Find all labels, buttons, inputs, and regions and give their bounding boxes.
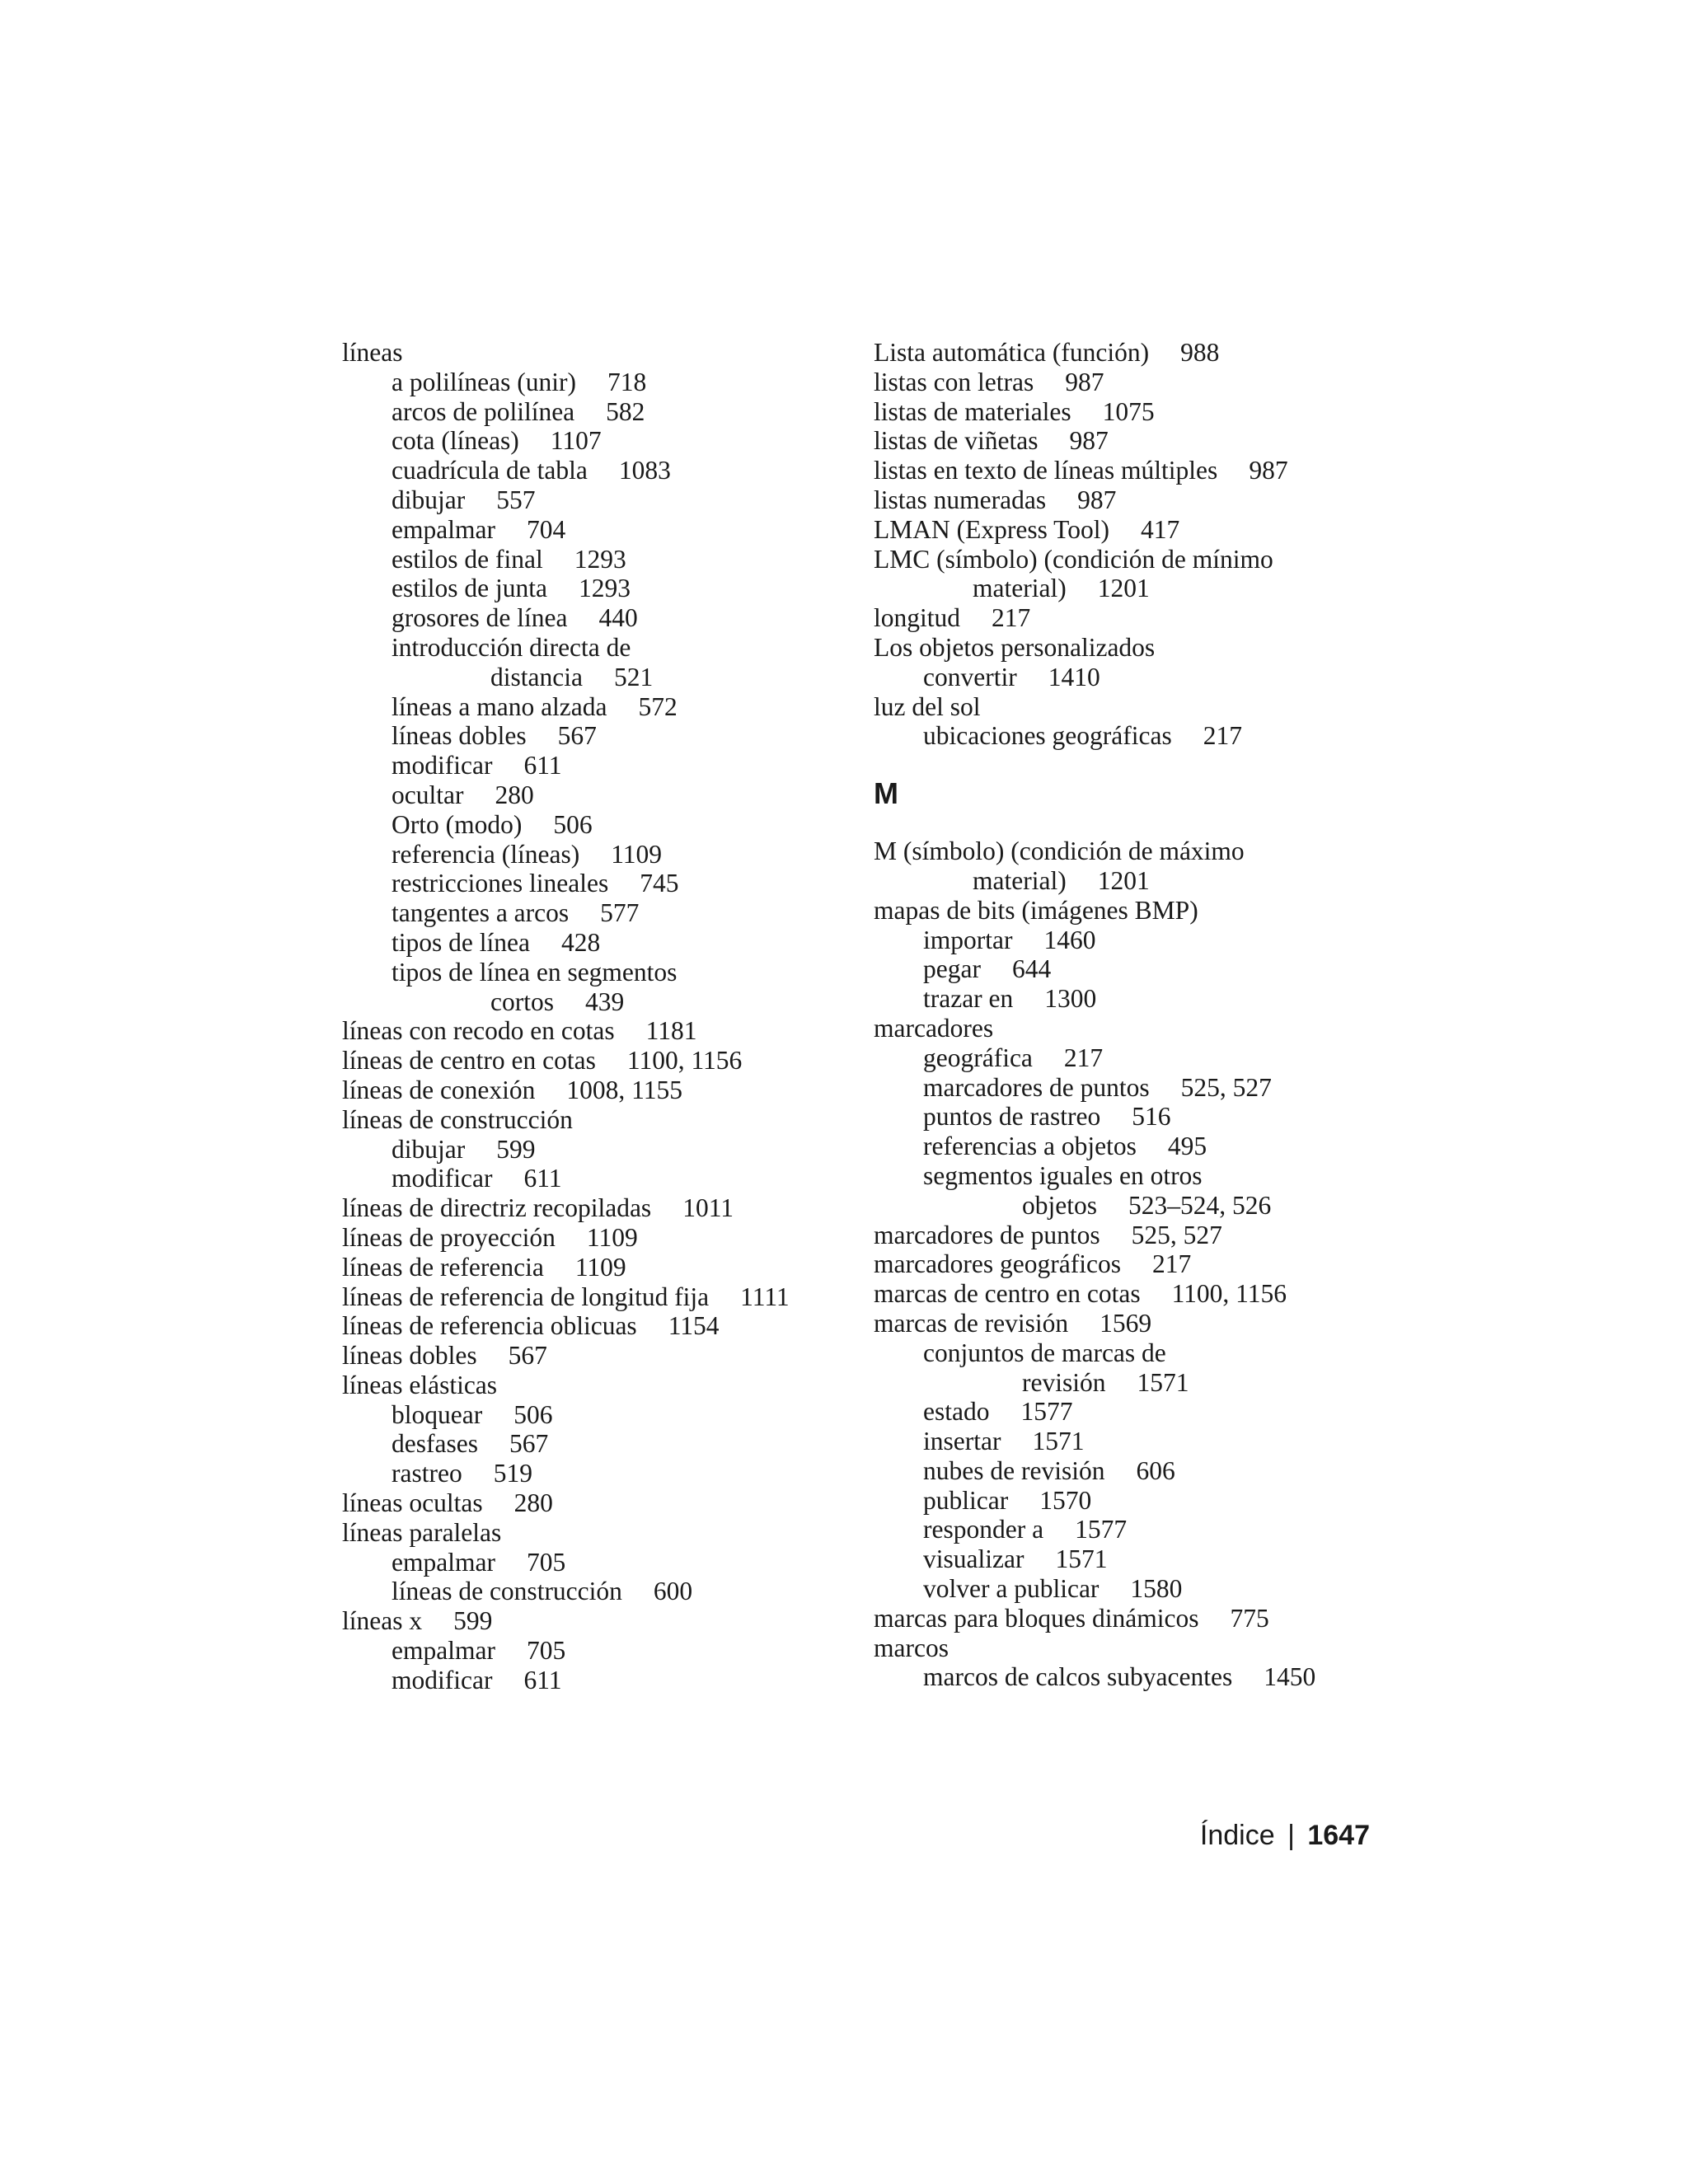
index-page-ref: 495 [1167,1132,1207,1161]
page-footer [1200,1820,1370,1852]
index-page-ref: 217 [1203,721,1242,751]
index-term: listas con letras [874,367,1034,396]
index-page-ref: 280 [513,1488,553,1518]
index-entry [342,721,837,751]
index-term: mapas de bits (imágenes BMP) [874,895,1198,925]
index-entry [342,958,837,987]
index-entry [342,456,837,485]
index-term: LMC (símbolo) (condición de mínimo [874,544,1273,574]
index-term: marcas para bloques dinámicos [874,1603,1199,1633]
index-term: referencias a objetos [923,1132,1137,1161]
index-page-ref: 775 [1230,1603,1269,1633]
index-term: a polilíneas (unir) [392,367,576,396]
index-entry [342,1666,837,1695]
index-term: líneas dobles [392,721,527,751]
index-entry [342,1164,837,1193]
index-entry [874,397,1385,427]
index-term: marcadores de puntos [923,1072,1150,1102]
index-page-ref: 1109 [574,1252,626,1282]
index-entry [874,1161,1385,1191]
index-page-ref: 1569 [1100,1308,1152,1338]
index-page-ref: 611 [523,751,562,780]
index-entry [874,721,1385,751]
index-term: estilos de final [392,544,543,574]
index-term: listas de viñetas [874,426,1039,456]
index-page-ref: 1100, 1156 [1171,1279,1287,1309]
index-page-ref: 1571 [1137,1367,1189,1397]
index-term: conjuntos de marcas de [923,1338,1166,1367]
index-term: rastreo [392,1459,462,1488]
index-entry [342,810,837,840]
index-page-ref: 1293 [578,574,631,603]
index-term: M (símbolo) (condición de máximo [874,837,1245,866]
index-entry [874,837,1385,866]
index-entry [874,1221,1385,1250]
index-entry [874,663,1385,692]
index-page-ref: 582 [606,396,645,426]
index-page-ref: 506 [513,1399,553,1429]
index-page-ref: 644 [1011,954,1052,984]
index-term: cortos [490,987,554,1016]
index-entry [342,426,837,456]
index-entry [874,1456,1385,1486]
index-page-ref: 1571 [1032,1427,1085,1456]
index-page-ref: 577 [600,898,640,928]
index-entry [342,1223,837,1253]
index-term: nubes de revisión [923,1455,1105,1485]
index-page-ref: 217 [1151,1249,1192,1279]
index-term: pegar [923,954,981,984]
index-entry [342,1488,837,1518]
index-entry [874,1279,1385,1309]
index-term: líneas de directriz recopiladas [342,1193,652,1223]
index-entry [342,1606,837,1636]
index-term: marcos de calcos subyacentes [923,1662,1233,1692]
index-page-ref: 606 [1136,1455,1175,1485]
index-entry [874,954,1385,984]
index-entry [874,692,1385,722]
index-page-ref: 1450 [1264,1662,1316,1692]
index-term: insertar [923,1427,1001,1456]
index-entry [342,633,837,663]
index-entry [342,1076,837,1105]
index-term: líneas de construcción [392,1577,622,1606]
index-entry [874,896,1385,926]
index-page-ref: 572 [638,691,678,721]
index-entry [874,1132,1385,1161]
index-term: listas de materiales [874,396,1071,426]
index-term: marcadores de puntos [874,1220,1100,1249]
index-entry [342,338,837,368]
index-term: modificar [392,1665,493,1694]
index-page-ref: 1154 [668,1311,720,1341]
index-term: líneas de conexión [342,1075,536,1104]
index-entry [342,1371,837,1400]
index-entry [342,1636,837,1666]
index-entry [342,751,837,780]
index-entry [342,1046,837,1076]
index-page-ref: 1107 [550,426,602,456]
index-term: empalmar [392,514,495,544]
index-page-ref: 599 [453,1606,493,1636]
index-page-ref: 1580 [1130,1574,1183,1604]
index-page-ref: 428 [560,927,601,957]
index-term: volver a publicar [923,1574,1100,1604]
index-page-ref: 1410 [1048,662,1100,691]
index-page-ref: 1109 [611,839,663,869]
index-page-ref: 567 [557,721,597,751]
index-entry [874,1338,1385,1368]
index-entry [874,1662,1385,1692]
index-entry [874,1544,1385,1574]
index-page-ref: 611 [523,1665,562,1694]
index-entry [874,603,1385,633]
index-page-ref: 506 [553,809,593,839]
index-page-ref: 987 [1249,456,1288,485]
index-entry [342,1429,837,1459]
index-entry [874,1397,1385,1427]
index-entry [874,338,1385,368]
index-entry [342,1105,837,1135]
index-term: dibujar [392,1134,466,1164]
index-page-ref: 705 [526,1636,566,1666]
index-entry [342,545,837,574]
index-page-ref: 1201 [1097,574,1150,603]
index-entry [874,1368,1385,1398]
index-entry [342,1253,837,1282]
index-term: líneas a mano alzada [392,691,607,721]
index-entry [342,1518,837,1548]
index-term: líneas dobles [342,1341,477,1371]
index-entry [342,574,837,603]
index-term: líneas de centro en cotas [342,1046,596,1076]
index-entry [874,426,1385,456]
index-page-ref: 217 [1063,1043,1104,1072]
index-entry [342,485,837,515]
index-page-ref: 1109 [586,1222,638,1252]
index-entry [342,1135,837,1165]
index-entry [342,603,837,633]
index-entry [874,1309,1385,1338]
index-term: líneas [342,338,403,367]
index-term: puntos de rastreo [923,1102,1101,1132]
index-page-ref: 521 [613,662,654,691]
index-page-ref: 439 [584,987,625,1016]
index-page-ref: 1083 [618,456,671,485]
index-entry [874,1014,1385,1043]
index-term: marcadores [874,1013,994,1043]
index-page-ref: 600 [653,1577,693,1606]
index-entry [342,780,837,810]
index-entry [874,866,1385,896]
index-term: segmentos iguales en otros [923,1160,1203,1190]
index-entry [874,574,1385,603]
index-page-ref: 987 [1069,426,1109,456]
index-term: líneas de proyección [342,1222,556,1252]
index-term: líneas de referencia [342,1252,544,1282]
index-term: marcadores geográficos [874,1249,1121,1279]
index-term: marcas de centro en cotas [874,1279,1141,1309]
section-letter-heading: M [874,776,898,811]
index-term: luz del sol [874,691,981,721]
index-entry [342,1282,837,1312]
index-term: restricciones lineales [392,869,609,898]
index-entry [874,515,1385,545]
index-term: visualizar [923,1544,1025,1574]
index-entry [342,928,837,958]
index-entry [874,485,1385,515]
index-term: listas en texto de líneas múltiples [874,456,1218,485]
index-term: empalmar [392,1547,495,1577]
index-page-ref: 557 [496,485,536,514]
index-group-m [874,837,1385,1692]
index-page-ref: 1100, 1156 [626,1046,743,1076]
index-term: líneas de construcción [342,1104,573,1134]
index-term: publicar [923,1485,1009,1515]
index-page-ref: 718 [607,367,647,396]
index-page-ref: 1577 [1075,1515,1128,1544]
index-term: modificar [392,1164,493,1193]
index-entry [874,1249,1385,1279]
index-term: material) [973,574,1067,603]
index-term: modificar [392,751,493,780]
index-page-ref: 567 [509,1429,549,1459]
index-term: introducción directa de [392,632,631,662]
footer-label: Índice [1199,1820,1275,1851]
index-page-ref: 1460 [1043,925,1096,954]
index-entry [874,456,1385,485]
index-entry [874,1073,1385,1103]
index-page-ref: 1570 [1039,1485,1092,1515]
index-page-ref: 1008, 1155 [566,1075,683,1104]
index-page-ref: 1181 [645,1016,697,1046]
index-page-ref: 987 [1077,485,1117,514]
index-page-ref: 1075 [1102,396,1155,426]
index-entry [874,926,1385,955]
index-page-ref: 525, 527 [1131,1220,1222,1249]
index-term: cuadrícula de tabla [392,456,588,485]
index-column-right [874,338,1385,1692]
index-entry [874,1191,1385,1221]
index-entry [874,984,1385,1014]
index-page-ref: 567 [508,1341,547,1371]
index-term: líneas de referencia oblicuas [342,1311,637,1341]
index-page-ref: 988 [1180,338,1220,367]
index-page-ref: 704 [526,514,566,544]
page-number: 1647 [1307,1820,1370,1851]
index-term: estado [923,1397,990,1427]
index-entry [342,692,837,722]
index-term: líneas de referencia de longitud fija [342,1282,710,1311]
index-term: líneas paralelas [342,1517,502,1547]
index-page-ref: 611 [523,1164,562,1193]
index-term: líneas ocultas [342,1488,483,1518]
index-page-ref: 1293 [574,544,626,574]
index-entry [342,368,837,397]
index-term: marcas de revisión [874,1308,1069,1338]
index-page-ref: 516 [1132,1102,1171,1132]
index-entry [874,1102,1385,1132]
index-term: revisión [1022,1367,1106,1397]
index-page-ref: 1571 [1055,1544,1108,1574]
index-entry [874,633,1385,663]
index-entry [342,987,837,1017]
index-term: Los objetos personalizados [874,632,1156,662]
index-term: empalmar [392,1636,495,1666]
index-entry [342,1016,837,1046]
index-entry [342,1311,837,1341]
index-page-ref: 1201 [1097,865,1150,895]
index-entry [342,840,837,869]
index-term: cota (líneas) [392,426,519,456]
footer-separator: | [1287,1820,1295,1851]
index-entry [874,1486,1385,1516]
index-entry [342,1341,837,1371]
index-term: distancia [490,662,583,691]
index-entry [874,1427,1385,1456]
index-term: dibujar [392,485,466,514]
index-term: ubicaciones geográficas [923,721,1172,751]
index-term: desfases [392,1429,478,1459]
index-page-ref: 525, 527 [1180,1072,1272,1102]
index-term: grosores de línea [392,603,568,633]
index-term: geográfica [923,1043,1033,1072]
index-term: referencia (líneas) [392,839,580,869]
index-term: bloquear [392,1399,483,1429]
index-entry [342,898,837,928]
index-term: tangentes a arcos [392,898,570,928]
index-term: LMAN (Express Tool) [874,514,1109,544]
index-entry [342,1400,837,1430]
index-group-l [874,338,1385,751]
index-term: líneas elásticas [342,1370,498,1399]
index-page-ref: 1111 [740,1282,790,1311]
index-term: importar [923,925,1013,954]
index-term: arcos de polilínea [392,396,575,426]
index-term: tipos de línea [392,927,530,957]
index-term: líneas x [342,1606,423,1636]
index-entry [342,1193,837,1223]
index-entry [874,1515,1385,1544]
index-page-ref: 745 [640,869,679,898]
index-page-ref: 1011 [682,1193,734,1223]
index-term: tipos de línea en segmentos [392,957,678,987]
index-entry [342,515,837,545]
index-page-ref: 599 [496,1134,536,1164]
index-entry [874,1604,1385,1633]
index-entry [342,1459,837,1488]
index-term: responder a [923,1515,1044,1544]
index-page-ref: 987 [1065,367,1104,396]
index-page-ref: 217 [992,603,1031,633]
index-entry [874,1043,1385,1073]
index-entry [342,397,837,427]
index-term: listas numeradas [874,485,1047,514]
index-entry [874,1633,1385,1663]
index-term: marcos [874,1633,949,1662]
index-entry [342,663,837,692]
index-term: material) [973,865,1067,895]
index-term: convertir [923,662,1017,691]
index-term: Orto (modo) [392,809,523,839]
index-page-ref: 440 [598,603,638,633]
index-term: estilos de junta [392,574,547,603]
index-term: objetos [1022,1190,1097,1220]
index-term: Lista automática (función) [874,338,1150,367]
index-term: trazar en [923,984,1014,1014]
index-entry [342,1548,837,1577]
index-term: ocultar [392,780,464,809]
index-entry [874,368,1385,397]
index-column-left [342,338,837,1695]
index-page-ref: 1300 [1044,984,1097,1014]
index-page-ref: 1577 [1020,1397,1073,1427]
index-entry [874,1574,1385,1604]
index-entry [342,1577,837,1606]
index-page-ref: 280 [495,780,534,809]
index-page-ref: 519 [493,1459,532,1488]
index-page-ref: 705 [526,1547,566,1577]
index-page-ref: 523–524, 526 [1128,1190,1272,1220]
index-term: longitud [874,603,961,633]
index-entry [342,869,837,898]
index-term: líneas con recodo en cotas [342,1016,615,1046]
index-page-ref: 417 [1140,514,1180,544]
index-entry [874,545,1385,574]
